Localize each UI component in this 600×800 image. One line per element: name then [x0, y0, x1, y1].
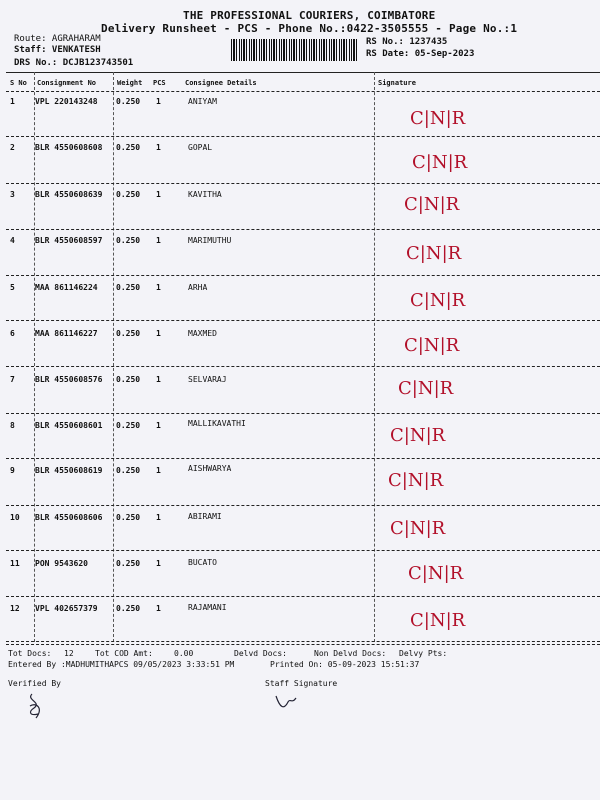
row-7-signature: C|N|R: [398, 378, 454, 399]
row-9-sno: 9: [10, 466, 15, 475]
row-1-sno: 1: [10, 97, 15, 106]
row-6-signature: C|N|R: [404, 335, 460, 356]
table-bottom-rule: [6, 644, 600, 645]
row-3-pcs: 1: [156, 190, 161, 199]
tot-cod-label: Tot COD Amt:: [95, 649, 153, 658]
column-divider: [113, 72, 114, 642]
row-8-consignment: BLR 4550608601: [35, 421, 103, 430]
non-delvd-docs-label: Non Delvd Docs:: [314, 649, 387, 658]
verified-by-label: Verified By: [8, 679, 61, 688]
row-6-consignment: MAA 861146227: [35, 329, 98, 338]
col-header-sno: S No: [10, 79, 27, 87]
row-5-consignment: MAA 861146224: [35, 283, 98, 292]
row-8-weight: 0.250: [116, 421, 141, 430]
row-6-pcs: 1: [156, 329, 161, 338]
row-5-consignee: ARHA: [188, 283, 208, 292]
row-5-sno: 5: [10, 283, 15, 292]
row-3-sno: 3: [10, 190, 15, 199]
row-8-consignee: MALLIKAVATHI: [188, 419, 246, 428]
row-12-consignee: RAJAMANI: [188, 603, 227, 612]
col-header-pcs: PCS: [153, 79, 166, 87]
row-separator: [6, 458, 600, 459]
row-11-consignment: PON 9543620: [35, 559, 88, 568]
table-bottom-rule: [6, 641, 600, 642]
row-7-weight: 0.250: [116, 375, 141, 384]
row-5-pcs: 1: [156, 283, 161, 292]
row-separator: [6, 320, 600, 321]
row-4-consignee: MARIMUTHU: [188, 236, 232, 245]
verifier-signature-scribble: [24, 692, 50, 720]
row-6-weight: 0.250: [116, 329, 141, 338]
row-4-consignment: BLR 4550608597: [35, 236, 103, 245]
row-10-consignment: BLR 4550608606: [35, 513, 103, 522]
row-4-pcs: 1: [156, 236, 161, 245]
row-11-weight: 0.250: [116, 559, 141, 568]
row-12-signature: C|N|R: [410, 610, 466, 631]
col-header-consignment: Consignment No: [37, 79, 97, 87]
barcode-image: [231, 39, 359, 61]
row-6-consignee: MAXMED: [188, 329, 217, 338]
rs-date: RS Date: 05-Sep-2023: [366, 49, 475, 59]
runsheet-subtitle: Delivery Runsheet - PCS - Phone No.:0422-3505555 - Page No.:1: [101, 22, 518, 35]
table-header-rule: [6, 91, 600, 92]
row-5-weight: 0.250: [116, 283, 141, 292]
entered-by: Entered By :MADHUMITHAPCS 09/05/2023 3:33:51 PM: [8, 660, 235, 669]
drs-number: DRS No.: DCJB123743501: [14, 58, 134, 68]
row-10-pcs: 1: [156, 513, 161, 522]
row-separator: [6, 366, 600, 367]
row-2-weight: 0.250: [116, 143, 141, 152]
column-divider: [374, 72, 375, 642]
row-10-weight: 0.250: [116, 513, 141, 522]
row-8-signature: C|N|R: [390, 425, 446, 446]
row-6-sno: 6: [10, 329, 15, 338]
row-12-sno: 12: [10, 604, 20, 613]
row-4-sno: 4: [10, 236, 15, 245]
staff-signature-label: Staff Signature: [265, 679, 338, 688]
row-9-signature: C|N|R: [388, 470, 444, 491]
row-separator: [6, 136, 600, 137]
column-divider: [34, 72, 35, 642]
company-title: THE PROFESSIONAL COURIERS, COIMBATORE: [183, 9, 436, 22]
row-1-pcs: 1: [156, 97, 161, 106]
row-9-consignee: AISHWARYA: [188, 464, 232, 473]
row-7-pcs: 1: [156, 375, 161, 384]
row-2-consignment: BLR 4550608608: [35, 143, 103, 152]
row-2-pcs: 1: [156, 143, 161, 152]
row-7-sno: 7: [10, 375, 15, 384]
row-3-weight: 0.250: [116, 190, 141, 199]
row-1-consignee: ANIYAM: [188, 97, 217, 106]
row-1-signature: C|N|R: [410, 108, 466, 129]
tot-cod-value: 0.00: [174, 649, 194, 658]
row-10-signature: C|N|R: [390, 518, 446, 539]
col-header-weight: Weight: [117, 79, 143, 87]
row-11-consignee: BUCATO: [188, 558, 217, 567]
tot-docs-value: 12: [64, 649, 74, 658]
row-separator: [6, 183, 600, 184]
row-11-signature: C|N|R: [408, 563, 464, 584]
row-separator: [6, 596, 600, 597]
row-9-weight: 0.250: [116, 466, 141, 475]
row-4-weight: 0.250: [116, 236, 141, 245]
row-8-pcs: 1: [156, 421, 161, 430]
delvy-pts-label: Delvy Pts:: [399, 649, 448, 658]
row-12-pcs: 1: [156, 604, 161, 613]
row-3-consignee: KAVITHA: [188, 190, 222, 199]
row-10-sno: 10: [10, 513, 20, 522]
row-7-consignment: BLR 4550608576: [35, 375, 103, 384]
row-1-weight: 0.250: [116, 97, 141, 106]
row-1-consignment: VPL 220143248: [35, 97, 98, 106]
row-12-consignment: VPL 402657379: [35, 604, 98, 613]
row-5-signature: C|N|R: [410, 290, 466, 311]
delvd-docs-label: Delvd Docs:: [234, 649, 287, 658]
row-separator: [6, 413, 600, 414]
row-2-sno: 2: [10, 143, 15, 152]
row-10-consignee: ABIRAMI: [188, 512, 222, 521]
row-2-signature: C|N|R: [412, 152, 468, 173]
row-9-pcs: 1: [156, 466, 161, 475]
row-12-weight: 0.250: [116, 604, 141, 613]
row-3-consignment: BLR 4550608639: [35, 190, 103, 199]
printed-on: Printed On: 05-09-2023 15:51:37: [270, 660, 420, 669]
row-separator: [6, 229, 600, 230]
row-8-sno: 8: [10, 421, 15, 430]
row-11-sno: 11: [10, 559, 20, 568]
row-9-consignment: BLR 4550608619: [35, 466, 103, 475]
tot-docs-label: Tot Docs:: [8, 649, 52, 658]
staff-signature-scribble: [274, 690, 300, 712]
row-11-pcs: 1: [156, 559, 161, 568]
row-separator: [6, 550, 600, 551]
row-3-signature: C|N|R: [404, 194, 460, 215]
staff-label: Staff: VENKATESH: [14, 45, 101, 55]
row-7-consignee: SELVARAJ: [188, 375, 227, 384]
row-4-signature: C|N|R: [406, 243, 462, 264]
table-top-rule: [6, 72, 600, 73]
col-header-signature: Signature: [378, 79, 416, 87]
col-header-consignee: Consignee Details: [185, 79, 257, 87]
row-separator: [6, 505, 600, 506]
row-2-consignee: GOPAL: [188, 143, 213, 152]
row-separator: [6, 275, 600, 276]
rs-number: RS No.: 1237435: [366, 37, 448, 47]
route-label: Route: AGRAHARAM: [14, 34, 101, 44]
